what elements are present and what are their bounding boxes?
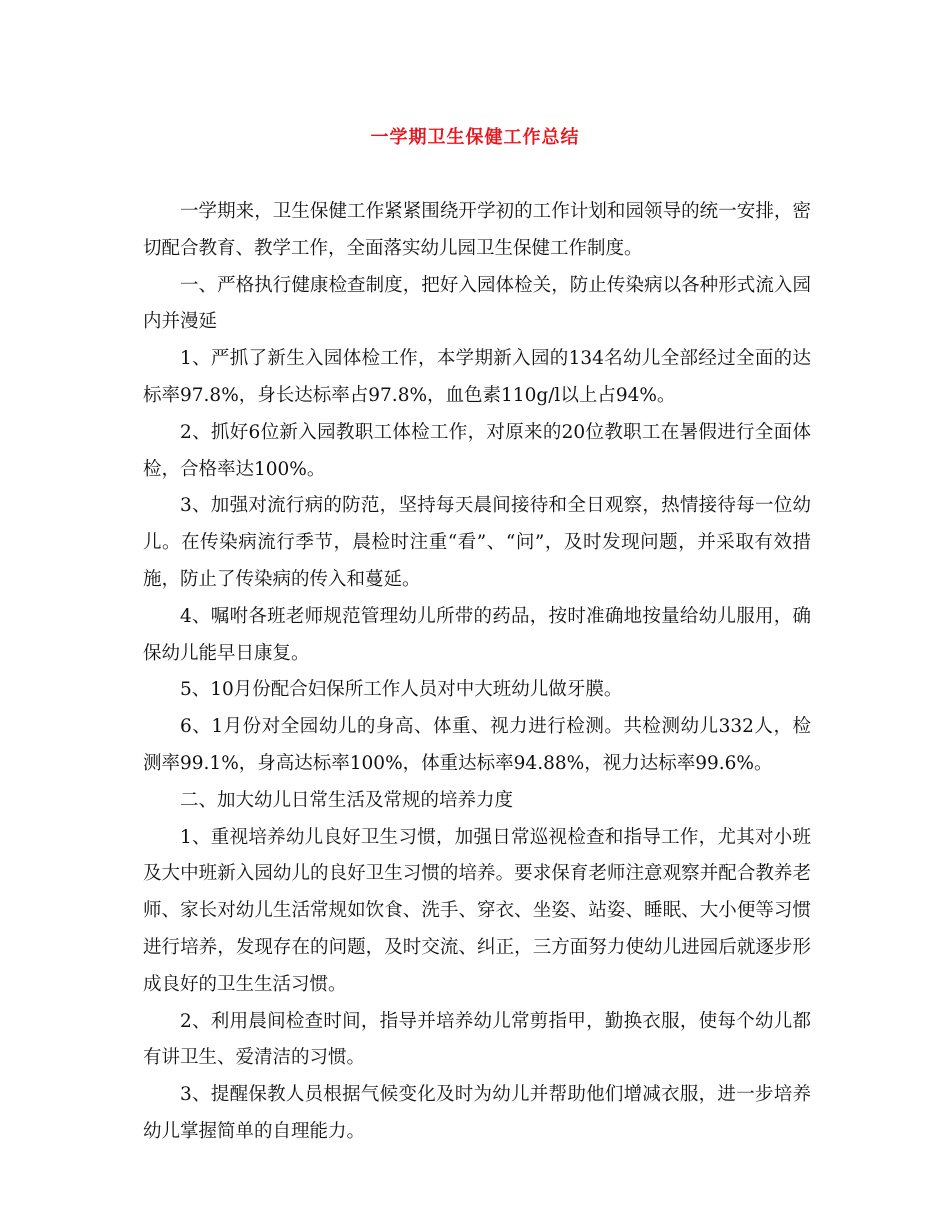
- paragraph-1-3: 3、加强对流行病的防范，坚持每天晨间接待和全日观察，热情接待每一位幼儿。在传染病流行季节，晨检时注重“看”、“问”，及时发现问题，并采取有效措施，防止了传染病的传入和蔓延。: [143, 495, 811, 590]
- paragraph-intro: 一学期来，卫生保健工作紧紧围绕开学初的工作计划和园领导的统一安排，密切配合教育、教学工作，全面落实幼儿园卫生保健工作制度。: [143, 201, 811, 259]
- paragraph-1-1: 1、严抓了新生入园体检工作，本学期新入园的134名幼儿全部经过全面的达标率97.8%，身长达标率占97.8%，血色素110g/l以上占94%。: [143, 348, 811, 406]
- paragraph-1-5: 5、10月份配合妇保所工作人员对中大班幼儿做牙膜。: [180, 679, 623, 701]
- document-body: [143, 194, 811, 1151]
- section-heading-2: 二、加大幼儿日常生活及常规的培养力度: [180, 789, 514, 811]
- paragraph-1-2: 2、抓好6位新入园教职工体检工作，对原来的20位教职工在暑假进行全面体检，合格率达100%。: [143, 421, 811, 480]
- paragraph-2-3: 3、提醒保教人员根据气候变化及时为幼儿并帮助他们增减衣服，进一步培养幼儿掌握简单的自理能力。: [143, 1084, 811, 1142]
- paragraph-2-2: 2、利用晨间检查时间，指导并培养幼儿常剪指甲，勤换衣服，使每个幼儿都有讲卫生、爱清洁的习惯。: [143, 1010, 811, 1069]
- paragraph-2-1: 1、重视培养幼儿良好卫生习惯，加强日常巡视检查和指导工作，尤其对小班及大中班新入园幼儿的良好卫生习惯的培养。要求保育老师注意观察并配合教养老师、家长对幼儿生活常规如饮食、洗手、穿衣、坐姿、站姿、睡眠、大小便等习惯进行培养，发现存在的问题，及时交流、纠正，三方面努力使幼儿进园后就逐步形成良好的卫生生活习惯。: [143, 826, 811, 995]
- paragraph-1-6: 6、1月份对全园幼儿的身高、体重、视力进行检测。共检测幼儿332人，检测率99.1%，身高达标率100%，体重达标率94.88%，视力达标率99.6%。: [143, 716, 811, 774]
- document-title: 一学期卫生保健工作总结: [370, 127, 580, 148]
- paragraph-1-4: 4、嘱咐各班老师规范管理幼儿所带的药品，按时准确地按量给幼儿服用，确保幼儿能早日康复。: [143, 605, 811, 664]
- section-heading-1: 一、严格执行健康检查制度，把好入园体检关，防止传染病以各种形式流入园内并漫延: [143, 274, 811, 333]
